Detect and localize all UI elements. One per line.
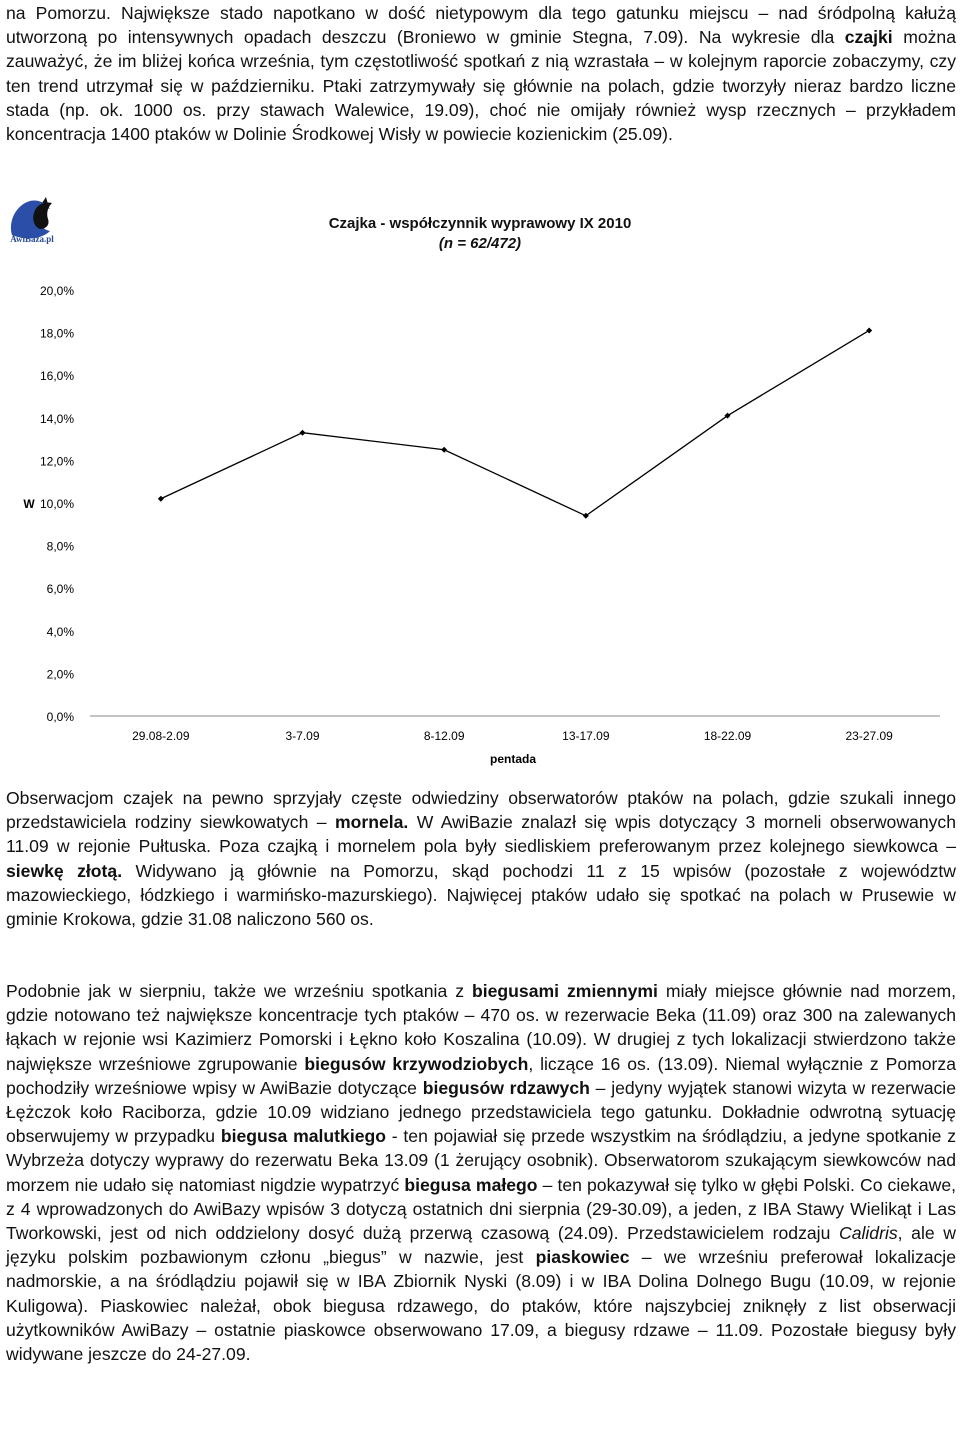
- y-tick-label: 10,0%: [39, 497, 74, 511]
- chart-title: Czajka - współczynnik wyprawowy IX 2010: [328, 215, 632, 232]
- text-run: Podobnie jak w sierpniu, także we wrześniu spotkania z: [6, 981, 472, 1001]
- text-run: Widywano ją głównie na Pomorzu, skąd pochodzi 11 z 15 wpisów (pozostałe z województw mazowieckiego, łódzkiego i warmińsko-mazurskiego). Najwięcej ptaków udało się spotkać na polach w Prusewie w gminie Krokowa, gdzie 31.08 naliczono 560 os.: [6, 860, 956, 930]
- text-run: - ten pojawiał się przede wszystkim na śródlądziu, a jedyne spotkanie z Wybrzeża dotyczy wyprawy do rezerwatu Beka 13.09 (1 żerujący osobnik). Obserwatorom szukającym siewkowców nad morzem nie udało się natomiast nigdzie wypatrzyć: [6, 1126, 956, 1195]
- paragraph-intro: [6, 1, 956, 146]
- y-tick-label: 18,0%: [39, 326, 74, 341]
- text-run: miały miejsce głównie nad morzem, gdzie notowano też największe koncentracje tych ptaków – 470 os. w rezerwacie Beka (11.09) oraz 300 na zalewanych łąkach w rejonie wsi Kazimierz Pomorski i Łękno koło Koszalina (10.09). W drugiej z tych lokalizacji stwierdzono także największe wrześniowe zgrupowanie: [6, 981, 957, 1074]
- y-tick-label: 6,0%: [46, 582, 74, 597]
- x-tick-label: 3-7.09: [285, 729, 320, 743]
- x-axis-label: pentada: [489, 752, 537, 766]
- data-point: [441, 447, 447, 453]
- bold-species-siewka: siewkę złotą.: [6, 860, 123, 881]
- bold-species: piaskowiec: [535, 1247, 630, 1268]
- italic-genus: Calidris: [839, 1223, 898, 1244]
- x-tick-label: 23-27.09: [845, 729, 893, 743]
- paragraph-biegusy: [6, 979, 956, 1366]
- text-run: – ten pokazywał się tylko w głębi Polski. Co ciekawe, z 4 wprowadzonych do AwiBazy wpisów 3 dotyczą ostatnich dni sierpnia (29-30.09), a jeden, z IBA Stawy Wielikąt i Las Tworkowski, jest od nich oddzielony dosyć dużą przerwą czasową (24.09). Przedstawicielem rodzaju: [6, 1174, 957, 1244]
- y-tick-label: 8,0%: [46, 539, 74, 554]
- data-point: [158, 496, 164, 502]
- x-tick-label: 8-12.09: [423, 729, 465, 743]
- bold-species: biegusów krzywodziobych: [304, 1053, 529, 1074]
- chart-czajka: [0, 187, 960, 777]
- x-tick-label: 18-22.09: [703, 729, 752, 743]
- series-line: [161, 330, 869, 515]
- text-run: można zauważyć, że im bliżej końca września, tym częstotliwość spotkań z nią wzrastała – w kolejnym raporcie zobaczymy, czy ten trend utrzymał się w październiku. Ptaki zatrzymywały się głównie na polach, gdzie tworzyły nieraz bardzo liczne stada (np. ok. 1000 os. przy stawach Walewice, 19.09), choć nie omijały również wysp rzecznych – przykładem koncentracja 1400 ptaków w Dolinie Środkowej Wisły w powiecie kozienickim (25.09).: [6, 27, 956, 145]
- y-tick-label: 4,0%: [46, 624, 74, 639]
- text-run: W AwiBazie znalazł się wpis dotyczący 3 morneli obserwowanych 11.09 w rejonie Pułtuska. Poza czajką i mornelem pola były siedliskiem preferowanym przez kolejnego siewkowca –: [6, 812, 956, 857]
- text-run: – jedyny wyjątek stanowi wizyta w rezerwacie Łężczok koło Raciborza, gdzie 10.09 widziano jednego przedstawiciela tego gatunku. Dokładnie odwrotną sytuację obserwujemy w przypadku: [6, 1077, 957, 1147]
- logo-text: AwiBaza.pl: [10, 234, 54, 244]
- chart-subtitle: (n = 62/472): [438, 235, 522, 252]
- text-run: Obserwacjom czajek na pewno sprzyjały częste odwiedziny obserwatorów ptaków na polach, gdzie szukali innego przedstawiciela rodziny siewkowatych –: [6, 788, 956, 833]
- text-run: na Pomorzu. Największe stado napotkano w dość nietypowym dla tego gatunku miejscu – nad śródpolną kałużą utworzoną po intensywnych opadach deszczu (Broniewo w gminie Stegna, 7.09). Na wykresie dla: [6, 3, 956, 48]
- bold-species: biegusów rdzawych: [422, 1077, 590, 1098]
- x-tick-label: 13-17.09: [562, 729, 610, 743]
- data-point: [300, 430, 306, 436]
- data-point: [866, 327, 872, 333]
- paragraph-mornel: [6, 786, 956, 931]
- y-tick-label: 16,0%: [39, 369, 74, 384]
- text-run: , liczące 16 os. (13.09). Niemal wyłącznie z Pomorza pochodziły wrześniowe wpisy w AwiBazie dotyczące: [6, 1053, 956, 1098]
- bold-species: biegusa małego: [404, 1174, 538, 1195]
- y-axis-label: W: [23, 497, 35, 511]
- chart-plot: [0, 187, 960, 777]
- x-tick-label: 29.08-2.09: [132, 729, 190, 743]
- bold-species-czajka: czajki: [844, 27, 893, 48]
- y-tick-label: 2,0%: [46, 667, 74, 682]
- y-tick-label: 0,0%: [46, 710, 74, 724]
- bold-species: biegusami zmiennymi: [472, 981, 658, 1001]
- bold-species-mornel: mornela.: [334, 812, 409, 833]
- text-run: , ale w języku polskim pozbawionym członu „biegus” w nazwie, jest: [6, 1223, 956, 1268]
- y-tick-label: 14,0%: [39, 411, 74, 426]
- bold-species: biegusa malutkiego: [220, 1126, 386, 1147]
- y-tick-label: 12,0%: [39, 454, 74, 469]
- text-run: – we wrześniu preferował lokalizacje nadmorskie, a na śródlądziu pojawił się w IBA Zbiornik Nyski (8.09) i w IBA Dolina Dolnego Bugu (10.09, w rejonie Kuligowa). Piaskowiec należał, obok biegusa rdzawego, do ptaków, które najszybciej zniknęły z list obserwacji użytkowników AwiBazy – ostatnie piaskowce obserwowano 17.09, a biegusy rdzawe – 11.09. Pozostałe biegusy były widywane jeszcze do 24-27.09.: [6, 1247, 957, 1365]
- y-tick-label: 20,0%: [39, 284, 74, 298]
